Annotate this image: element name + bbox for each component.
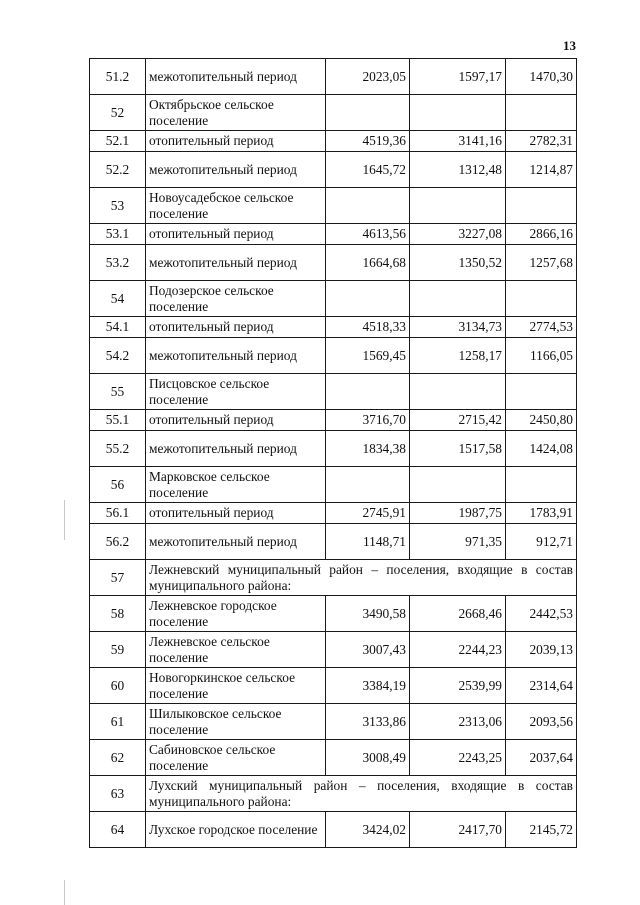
table-row [90, 740, 577, 776]
row-number: 52.2 [90, 152, 146, 188]
empty-cell [410, 188, 506, 224]
value-col-1: 1148,71 [326, 524, 410, 560]
row-number: 55.2 [90, 431, 146, 467]
row-number: 56.2 [90, 524, 146, 560]
row-number: 56.1 [90, 503, 146, 524]
empty-cell [326, 467, 410, 503]
row-number: 58 [90, 596, 146, 632]
value-col-3: 1424,08 [506, 431, 577, 467]
table-row [90, 524, 577, 560]
period-name: Новогоркинское сельское поселение [146, 668, 326, 704]
value-col-2: 1517,58 [410, 431, 506, 467]
table-row [90, 668, 577, 704]
value-col-1: 4518,33 [326, 317, 410, 338]
value-col-2: 1987,75 [410, 503, 506, 524]
value-col-2: 2539,99 [410, 668, 506, 704]
row-number: 55.1 [90, 410, 146, 431]
table-row [90, 338, 577, 374]
empty-cell [326, 95, 410, 131]
settlement-name: Новоусадебское сельское поселение [146, 188, 326, 224]
value-col-1: 3384,19 [326, 668, 410, 704]
empty-cell [506, 467, 577, 503]
value-col-3: 2314,64 [506, 668, 577, 704]
empty-cell [326, 188, 410, 224]
value-col-3: 2442,53 [506, 596, 577, 632]
period-name: межотопительный период [146, 431, 326, 467]
value-col-1: 1664,68 [326, 245, 410, 281]
table-row [90, 776, 577, 812]
empty-cell [326, 374, 410, 410]
empty-cell [410, 281, 506, 317]
table-row [90, 245, 577, 281]
value-col-2: 2668,46 [410, 596, 506, 632]
row-number: 52.1 [90, 131, 146, 152]
value-col-3: 2450,80 [506, 410, 577, 431]
table-row [90, 95, 577, 131]
table-row [90, 503, 577, 524]
table-row [90, 812, 577, 848]
empty-cell [410, 374, 506, 410]
value-col-1: 3490,58 [326, 596, 410, 632]
table-row [90, 281, 577, 317]
period-name: Сабиновское сельское поселение [146, 740, 326, 776]
value-col-3: 2782,31 [506, 131, 577, 152]
period-name: межотопительный период [146, 245, 326, 281]
row-number: 64 [90, 812, 146, 848]
value-col-1: 4613,56 [326, 224, 410, 245]
settlement-name: Марковское сельское поселение [146, 467, 326, 503]
value-col-3: 1257,68 [506, 245, 577, 281]
empty-cell [410, 95, 506, 131]
value-col-3: 2039,13 [506, 632, 577, 668]
row-number: 63 [90, 776, 146, 812]
tariff-table [89, 58, 577, 848]
value-col-1: 3716,70 [326, 410, 410, 431]
value-col-3: 2145,72 [506, 812, 577, 848]
value-col-2: 2313,06 [410, 704, 506, 740]
value-col-1: 3424,02 [326, 812, 410, 848]
empty-cell [506, 188, 577, 224]
value-col-1: 1834,38 [326, 431, 410, 467]
page-number: 13 [563, 38, 576, 53]
value-col-2: 1350,52 [410, 245, 506, 281]
table-row [90, 467, 577, 503]
period-name: отопительный период [146, 503, 326, 524]
row-number: 53 [90, 188, 146, 224]
section-heading: Лухский муниципальный район – поселения, входящие в состав муниципального района: [146, 776, 577, 812]
period-name: межотопительный период [146, 59, 326, 95]
empty-cell [506, 374, 577, 410]
settlement-name: Подозерское сельское поселение [146, 281, 326, 317]
table-row [90, 374, 577, 410]
period-name: межотопительный период [146, 338, 326, 374]
value-col-3: 1783,91 [506, 503, 577, 524]
row-number: 62 [90, 740, 146, 776]
value-col-3: 2866,16 [506, 224, 577, 245]
value-col-1: 4519,36 [326, 131, 410, 152]
period-name: Шилыковское сельское поселение [146, 704, 326, 740]
value-col-2: 2715,42 [410, 410, 506, 431]
row-number: 60 [90, 668, 146, 704]
table-row [90, 188, 577, 224]
value-col-2: 2244,23 [410, 632, 506, 668]
value-col-2: 1312,48 [410, 152, 506, 188]
value-col-3: 2037,64 [506, 740, 577, 776]
table-row [90, 152, 577, 188]
value-col-1: 1569,45 [326, 338, 410, 374]
value-col-2: 1597,17 [410, 59, 506, 95]
period-name: отопительный период [146, 410, 326, 431]
value-col-1: 1645,72 [326, 152, 410, 188]
value-col-3: 2093,56 [506, 704, 577, 740]
value-col-2: 2417,70 [410, 812, 506, 848]
empty-cell [506, 281, 577, 317]
value-col-1: 2745,91 [326, 503, 410, 524]
section-heading: Лежневский муниципальный район – поселения, входящие в состав муниципального района: [146, 560, 577, 596]
row-number: 56 [90, 467, 146, 503]
scan-margin-mark [64, 500, 65, 540]
row-number: 53.1 [90, 224, 146, 245]
row-number: 57 [90, 560, 146, 596]
value-col-2: 3141,16 [410, 131, 506, 152]
period-name: Лежневское сельское поселение [146, 632, 326, 668]
value-col-3: 912,71 [506, 524, 577, 560]
value-col-3: 1166,05 [506, 338, 577, 374]
row-number: 51.2 [90, 59, 146, 95]
row-number: 54 [90, 281, 146, 317]
row-number: 53.2 [90, 245, 146, 281]
period-name: межотопительный период [146, 524, 326, 560]
empty-cell [506, 95, 577, 131]
period-name: Лежневское городское поселение [146, 596, 326, 632]
scan-margin-mark [64, 880, 65, 905]
value-col-2: 971,35 [410, 524, 506, 560]
row-number: 59 [90, 632, 146, 668]
table-row [90, 596, 577, 632]
value-col-2: 3227,08 [410, 224, 506, 245]
table-row [90, 410, 577, 431]
empty-cell [410, 467, 506, 503]
period-name: отопительный период [146, 317, 326, 338]
period-name: Лухское городское поселение [146, 812, 326, 848]
value-col-2: 2243,25 [410, 740, 506, 776]
table-row [90, 131, 577, 152]
value-col-1: 3008,49 [326, 740, 410, 776]
empty-cell [326, 281, 410, 317]
settlement-name: Писцовское сельское поселение [146, 374, 326, 410]
row-number: 54.2 [90, 338, 146, 374]
table-row [90, 317, 577, 338]
table-row [90, 59, 577, 95]
row-number: 61 [90, 704, 146, 740]
period-name: отопительный период [146, 131, 326, 152]
row-number: 54.1 [90, 317, 146, 338]
value-col-2: 3134,73 [410, 317, 506, 338]
value-col-1: 2023,05 [326, 59, 410, 95]
value-col-3: 1214,87 [506, 152, 577, 188]
row-number: 55 [90, 374, 146, 410]
value-col-3: 2774,53 [506, 317, 577, 338]
value-col-1: 3133,86 [326, 704, 410, 740]
table-row [90, 632, 577, 668]
table-body [90, 59, 577, 848]
period-name: межотопительный период [146, 152, 326, 188]
table-row [90, 431, 577, 467]
table-row [90, 560, 577, 596]
value-col-2: 1258,17 [410, 338, 506, 374]
value-col-1: 3007,43 [326, 632, 410, 668]
row-number: 52 [90, 95, 146, 131]
settlement-name: Октябрьское сельское поселение [146, 95, 326, 131]
table-row [90, 704, 577, 740]
value-col-3: 1470,30 [506, 59, 577, 95]
table-row [90, 224, 577, 245]
period-name: отопительный период [146, 224, 326, 245]
